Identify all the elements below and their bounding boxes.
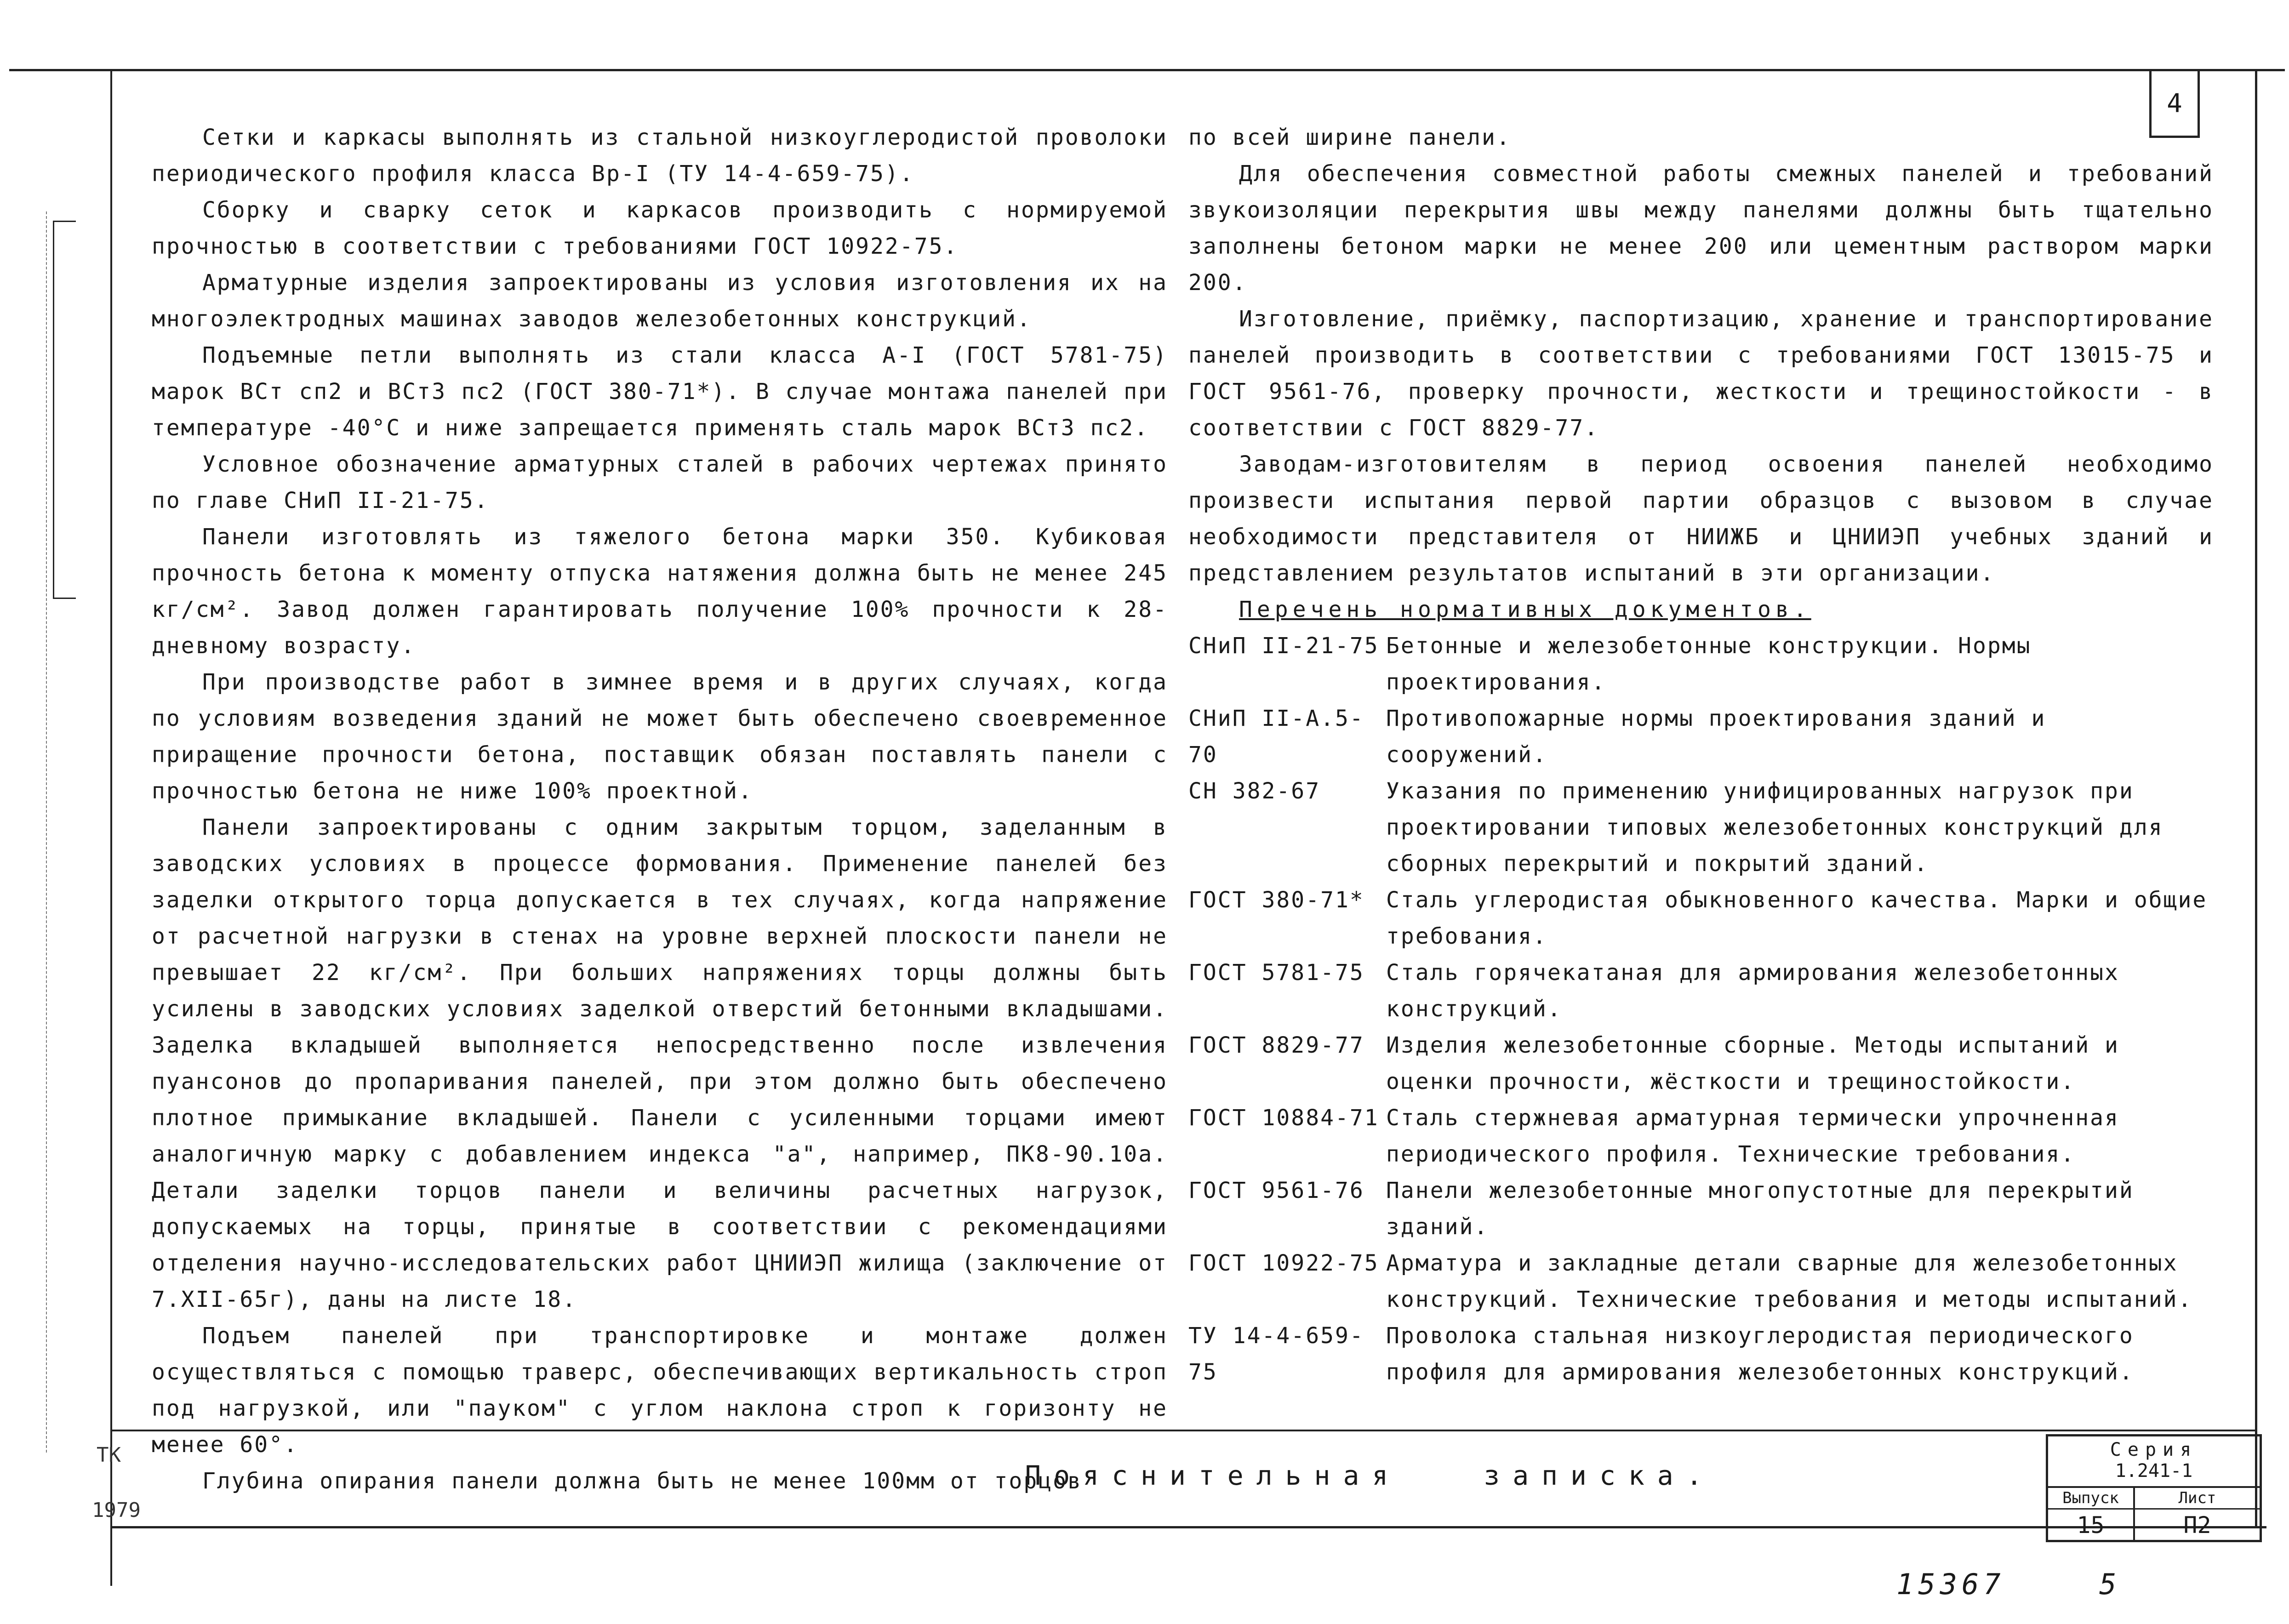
page-number: 4	[2149, 69, 2200, 138]
archive-number-main: 15367	[1896, 1567, 2005, 1601]
reference-code: СНиП II-А.5-70	[1188, 706, 1364, 768]
document-title	[726, 1430, 2014, 1521]
reference-code: ГОСТ 380-71*	[1188, 887, 1364, 913]
stamp-code: ТК	[97, 1443, 121, 1467]
right-frame-line	[2255, 69, 2257, 1528]
paragraph: Подъемные петли выполнять из стали класса А-I (ГОСТ 5781-75) марок ВСт сп2 и ВСт3 пс2 (ГОСТ 380-71*). В случае монтажа панелей при температуре -40°С и ниже запрещается применять сталь марок ВСт3 пс2.	[152, 342, 1168, 441]
paragraph: Заводам-изготовителям в период освоения панелей необходимо произвести испытания первой партии образцов с вызовом в случае необходимости представителя от НИИЖБ и ЦНИИЭП учебных зданий и представлением результатов испытаний в эти организации.	[1188, 451, 2214, 586]
reference-code: ГОСТ 5781-75	[1188, 960, 1364, 986]
paragraph: Для обеспечения совместной работы смежных панелей и требований звукоизоляции перекрытия швы между панелями должны быть тщательно заполнены бетоном марки не менее 200 или цементным раствором марки 200.	[1188, 161, 2214, 296]
reference-row	[1188, 773, 2214, 882]
series-value: 1.241-1	[2115, 1460, 2193, 1482]
reference-description: Бетонные и железобетонные конструкции. Нормы проектирования.	[1386, 633, 2032, 695]
reference-row	[1188, 1100, 2214, 1173]
reference-row	[1188, 1173, 2214, 1245]
paragraph: Подъем панелей при транспортировке и монтаже должен осуществляться с помощью траверс, обеспечивающих вертикальность строп под нагрузкой, или "пауком" с углом наклона строп к горизонту не менее 60°.	[152, 1323, 1168, 1458]
reference-row	[1188, 628, 2214, 701]
issue-label: Выпуск	[2062, 1489, 2119, 1507]
title-left: Пояснительная	[1025, 1460, 1401, 1491]
binding-box-top	[53, 221, 76, 222]
paragraph: Сборку и сварку сеток и каркасов производить с нормируемой прочностью в соответствии с требованиями ГОСТ 10922-75.	[152, 197, 1168, 259]
reference-row	[1188, 1245, 2214, 1318]
paragraph-continuation: по всей ширине панели.	[1188, 125, 1511, 150]
sheet-value: П2	[2183, 1512, 2211, 1539]
paragraph: Условное обозначение арматурных сталей в рабочих чертежах принято по главе СНиП II-21-75.	[152, 451, 1168, 513]
series-box	[2046, 1434, 2262, 1542]
reference-code: ТУ 14-4-659-75	[1188, 1323, 1364, 1385]
top-frame-line	[9, 69, 2285, 71]
reference-description: Сталь стержневая арматурная термически упрочненная периодического профиля. Технические требования.	[1386, 1105, 2119, 1167]
paragraph: Панели изготовлять из тяжелого бетона марки 350. Кубиковая прочность бетона к моменту отпуска натяжения должна быть не менее 245 кг/см². Завод должен гарантировать получение 100% прочности к 28-дневному возрасту.	[152, 524, 1168, 659]
reference-code: ГОСТ 9561-76	[1188, 1178, 1364, 1203]
reference-row	[1188, 701, 2214, 773]
reference-code: СН 382-67	[1188, 778, 1321, 804]
reference-code: СНиП II-21-75	[1188, 633, 1379, 659]
reference-description: Изделия железобетонные сборные. Методы испытаний и оценки прочности, жёсткости и трещиностойкости.	[1386, 1032, 2119, 1094]
paragraph: Панели запроектированы с одним закрытым торцом, заделанным в заводских условиях в процессе формования. Применение панелей без заделки открытого торца допускается в тех случаях, когда напряжение от расчетной нагрузки в стенах на уровне верхней плоскости панели не превышает 22 кг/см². При больших напряжениях торцы должны быть усилены в заводских условиях заделкой отверстий бетонными вкладышами. Заделка вкладышей выполняется непосредственно после извлечения пуансонов до пропаривания панелей, при этом должно быть обеспечено плотное примыкание вкладышей. Панели с усиленными торцами имеют аналогичную марку с добавлением индекса "а", например, ПК8-90.10а. Детали заделки торцов панели и величины расчетных нагрузок, допускаемых на торцы, принятые в соответствии с рекомендациями отделения научно-исследовательских работ ЦНИИЭП жилища (заключение от 7.XII-65г), даны на листе 18.	[152, 815, 1168, 1312]
stamp-year: 1979	[92, 1499, 141, 1522]
reference-row	[1188, 1027, 2214, 1100]
paragraph: Арматурные изделия запроектированы из условия изготовления их на многоэлектродных машинах заводов железобетонных конструкций.	[152, 270, 1168, 332]
reference-description: Проволока стальная низкоуглеродистая периодического профиля для армирования железобетонных конструкций.	[1386, 1323, 2134, 1385]
reference-description: Указания по применению унифицированных нагрузок при проектировании типовых железобетонных конструкций для сборных перекрытий и покрытий зданий.	[1386, 778, 2163, 877]
paragraph: Сетки и каркасы выполнять из стальной низкоуглеродистой проволоки периодического профиля класса Вр-I (ТУ 14-4-659-75).	[152, 125, 1168, 187]
reference-row	[1188, 1318, 2214, 1390]
reference-row	[1188, 882, 2214, 955]
reference-code: ГОСТ 8829-77	[1188, 1032, 1364, 1058]
reference-code: ГОСТ 10884-71	[1188, 1105, 1379, 1131]
binding-ruler	[46, 211, 47, 1453]
paragraph: При производстве работ в зимнее время и в других случаях, когда по условиям возведения зданий не может быть обеспечено своевременное приращение прочности бетона, поставщик обязан поставлять панели с прочностью бетона не ниже 100% проектной.	[152, 669, 1168, 804]
references-title: Перечень нормативных документов.	[1239, 597, 1811, 622]
reference-description: Панели железобетонные многопустотные для перекрытий зданий.	[1386, 1178, 2134, 1240]
sheet-label: Лист	[2178, 1489, 2216, 1507]
reference-description: Арматура и закладные детали сварные для железобетонных конструкций. Технические требования и методы испытаний.	[1386, 1250, 2193, 1312]
binding-box-left	[53, 221, 54, 598]
binding-stamp-area	[18, 83, 141, 1595]
right-column	[1188, 120, 2214, 1390]
label-value-divider	[2048, 1508, 2260, 1510]
reference-description: Противопожарные нормы проектирования зданий и сооружений.	[1386, 706, 2046, 768]
reference-row	[1188, 955, 2214, 1027]
reference-code: ГОСТ 10922-75	[1188, 1250, 1379, 1276]
series-divider	[2048, 1486, 2260, 1488]
archive-number	[1896, 1567, 2121, 1601]
bottom-frame-line	[110, 1526, 2266, 1528]
reference-description: Сталь горячекатаная для армирования железобетонных конструкций.	[1386, 960, 2119, 1022]
title-right: записка.	[1484, 1460, 1715, 1491]
paragraph: Глубина опирания панели должна быть не менее 100мм от торцов	[202, 1468, 1082, 1494]
archive-number-suffix: 5	[2099, 1567, 2121, 1601]
issue-value: 15	[2077, 1512, 2105, 1539]
series-label: Серия	[2110, 1439, 2198, 1460]
left-column	[152, 120, 1168, 1499]
paragraph: Изготовление, приёмку, паспортизацию, хранение и транспортирование панелей производить в соответствии с требованиями ГОСТ 13015-75 и ГОСТ 9561-76, проверку прочности, жесткости и трещиностойкости - в соответствии с ГОСТ 8829-77.	[1188, 306, 2214, 441]
binding-box-bottom	[53, 598, 76, 599]
reference-description: Сталь углеродистая обыкновенного качества. Марки и общие требования.	[1386, 887, 2208, 949]
